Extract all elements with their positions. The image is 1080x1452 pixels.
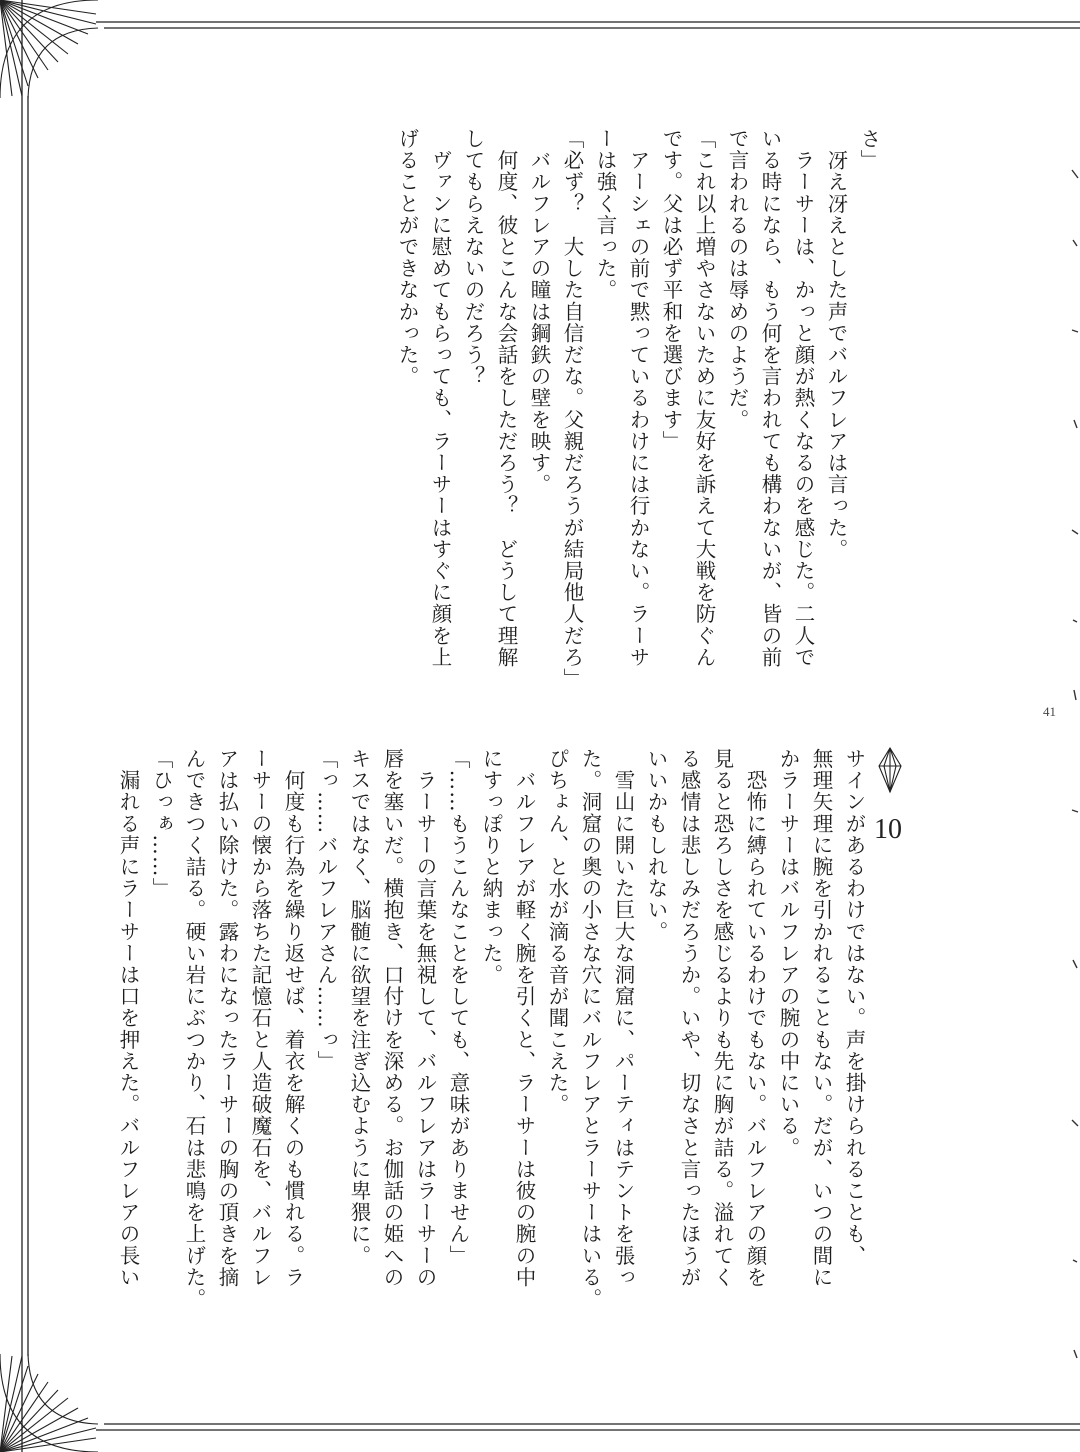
text-line: いいかもしれない。 [644, 748, 668, 943]
text-line: んできつく詰る。硬い岩にぶつかり、石は悲鳴を上げた。 [182, 748, 206, 1310]
text-line: ラーサーは、かっと顔が熱くなるのを感じた。二人で [791, 128, 815, 668]
text-line: 冴え冴えとした声でバルフレアは言った。 [824, 128, 848, 560]
text-line: 唇を塞いだ。横抱き、口付けを深める。お伽話の姫への [380, 748, 404, 1288]
text-line: ぴちょん、と水が滴る音が聞こえた。 [545, 748, 569, 1116]
text-line: 雪山に開いた巨大な洞窟に、パーティはテントを張っ [611, 748, 635, 1288]
text-line: バルフレアが軽く腕を引くと、ラーサーは彼の腕の中 [512, 748, 536, 1288]
text-line: アは払い除けた。露わになったラーサーの胸の頂きを摘 [215, 748, 239, 1288]
text-line: にすっぽりと納まった。 [479, 748, 503, 986]
text-line: アーシェの前で黙っているわけには行かない。ラーサ [626, 128, 650, 668]
text-line: 「ひっぁ……」 [149, 748, 173, 900]
bottom-left-corner-ornament-icon [0, 1354, 98, 1452]
text-line: 漏れる声にラーサーは口を押えた。バルフレアの長い [116, 748, 140, 1288]
text-line: 「必ず？ 大した自信だな。父親だろうが結局他人だろ」 [560, 128, 584, 690]
text-line: ラーサーの言葉を無視して、バルフレアはラーサーの [413, 748, 437, 1288]
top-left-corner-ornament-icon [0, 0, 98, 98]
text-line: です。父は必ず平和を選びます」 [659, 128, 683, 452]
text-line: る感情は悲しみだろうか。いや、切なさと言ったほうが [677, 748, 701, 1288]
text-line: いる時になら、もう何を言われても構わないが、皆の前 [758, 128, 782, 668]
upper-text-block [390, 128, 885, 690]
right-edge-marks [1072, 170, 1078, 1358]
lower-text-block [111, 748, 870, 1310]
text-line: サインがあるわけではない。声を掛けられることも、 [842, 748, 866, 1267]
text-line: 「っ……バルフレアさん……っ」 [314, 748, 338, 1072]
text-line: かラーサーはバルフレアの腕の中にいる。 [776, 748, 800, 1159]
text-line: 無理矢理に腕を引かれることもない。だが、いつの間に [809, 748, 833, 1288]
text-line: で言われるのは辱めのようだ。 [725, 128, 749, 431]
text-line: 「……もうこんなことをしても、意味がありません」 [446, 748, 470, 1267]
text-line: 「これ以上増やさないために友好を訴えて大戦を防ぐん [692, 128, 716, 668]
text-line: してもらえないのだろう？ [461, 128, 485, 388]
text-line: た。洞窟の奥の小さな穴にバルフレアとラーサーはいる。 [578, 748, 602, 1310]
chapter-number: 10 [874, 814, 902, 845]
text-line: バルフレアの瞳は鋼鉄の壁を映す。 [527, 128, 551, 496]
text-line: 何度も行為を繰り返せば、着衣を解くのも慣れる。ラ [281, 748, 305, 1288]
text-line: さ」 [857, 128, 881, 172]
text-line: 何度、彼とこんな会話をしただろう？ どうして理解 [494, 128, 518, 668]
text-line: キスではなく、脳髄に欲望を注ぎ込むように卑猥に。 [347, 748, 371, 1267]
crystal-ornament-icon [876, 746, 904, 794]
text-line: ーは強く言った。 [593, 128, 617, 301]
text-line: 見ると恐ろしさを感じるよりも先に胸が詰る。溢れてく [710, 748, 734, 1288]
text-line: げることができなかった。 [395, 128, 419, 388]
text-line: ヴァンに慰めてもらっても、ラーサーはすぐに顔を上 [428, 128, 452, 668]
text-line: 恐怖に縛られているわけでもない。バルフレアの顔を [743, 748, 767, 1288]
text-line: ーサーの懐から落ちた記憶石と人造破魔石を、バルフレ [248, 748, 272, 1288]
page-number: 41 [1043, 704, 1056, 719]
